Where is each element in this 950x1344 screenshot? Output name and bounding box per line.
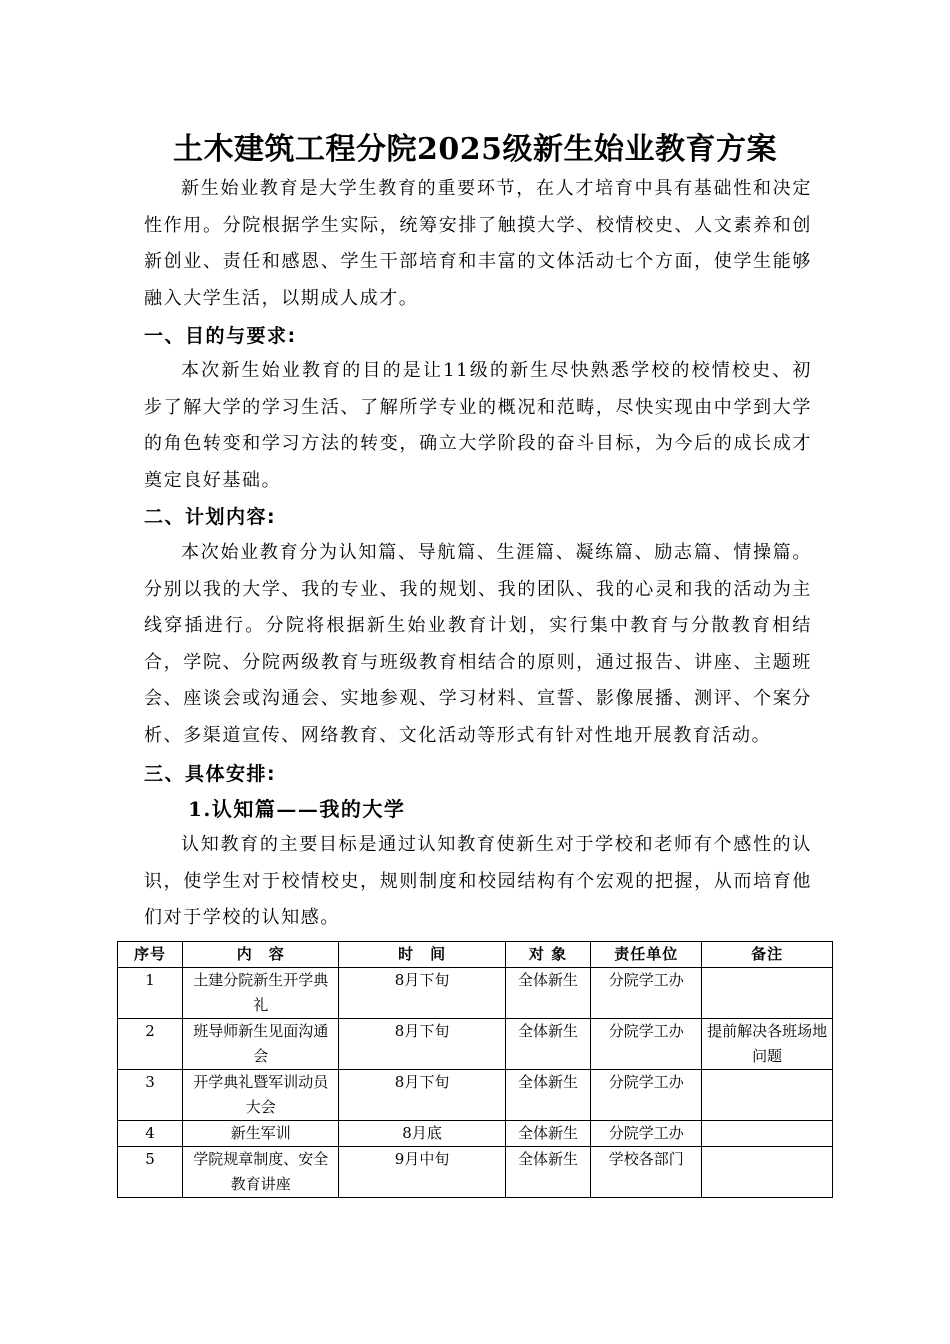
cell-notes	[702, 1070, 833, 1121]
section-schedule-block	[144, 827, 812, 937]
intro-paragraph-block	[144, 171, 812, 317]
header-responsible-unit: 责任单位	[591, 942, 702, 968]
header-time: 时 间	[339, 942, 505, 968]
cell-audience: 全体新生	[505, 1070, 591, 1121]
section-heading-schedule: 三、具体安排:	[144, 763, 277, 785]
section-goals-text: 本次新生始业教育的目的是让11级的新生尽快熟悉学校的校情校史、初步了解大学的学习生活、了解所学专业的概况和范畴，尽快实现由中学到大学的角色转变和学习方法的转变，确立大学阶段的奋斗目标，为今后的成长成才奠定良好基础。	[144, 360, 812, 491]
table-row	[118, 1121, 833, 1147]
section-plan-text: 本次始业教育分为认知篇、导航篇、生涯篇、凝练篇、励志篇、情操篇。分别以我的大学、我的专业、我的规划、我的团队、我的心灵和我的活动为主线穿插进行。分院将根据新生始业教育计划，实行集中教育与分散教育相结合，学院、分院两级教育与班级教育相结合的原则，通过报告、讲座、主题班会、座谈会或沟通会、实地参观、学习材料、宣誓、影像展播、测评、个案分析、多渠道宣传、网络教育、文化活动等形式有针对性地开展教育活动。	[144, 542, 812, 746]
cell-notes	[702, 1121, 833, 1147]
cell-index: 1	[118, 968, 183, 1019]
cell-audience: 全体新生	[505, 1147, 591, 1198]
section-plan-block	[144, 535, 812, 754]
table-row	[118, 968, 833, 1019]
header-content: 内 容	[183, 942, 339, 968]
header-audience: 对 象	[505, 942, 591, 968]
cell-index: 3	[118, 1070, 183, 1121]
section-goals-block	[144, 353, 812, 499]
cell-content: 开学典礼暨军训动员大会	[183, 1070, 339, 1121]
table-row	[118, 1070, 833, 1121]
header-index: 序号	[118, 942, 183, 968]
cell-responsible-unit: 分院学工办	[591, 1019, 702, 1070]
cell-time: 8月下旬	[339, 1019, 505, 1070]
cell-index: 4	[118, 1121, 183, 1147]
header-notes: 备注	[702, 942, 833, 968]
cell-time: 8月下旬	[339, 968, 505, 1019]
cell-time: 8月下旬	[339, 1070, 505, 1121]
cell-content: 学院规章制度、安全教育讲座	[183, 1147, 339, 1198]
cell-time: 9月中旬	[339, 1147, 505, 1198]
cell-notes: 提前解决各班场地问题	[702, 1019, 833, 1070]
cell-index: 2	[118, 1019, 183, 1070]
section-heading-plan: 二、计划内容:	[144, 506, 277, 528]
schedule-table	[117, 941, 833, 1198]
cell-content: 班导师新生见面沟通会	[183, 1019, 339, 1070]
cell-content: 土建分院新生开学典礼	[183, 968, 339, 1019]
cell-responsible-unit: 学校各部门	[591, 1147, 702, 1198]
table-row	[118, 1147, 833, 1198]
cell-time: 8月底	[339, 1121, 505, 1147]
cell-notes	[702, 1147, 833, 1198]
cell-audience: 全体新生	[505, 968, 591, 1019]
section-heading-goals: 一、目的与要求:	[144, 325, 297, 347]
cell-content: 新生军训	[183, 1121, 339, 1147]
intro-paragraph: 新生始业教育是大学生教育的重要环节，在人才培育中具有基础性和决定性作用。分院根据学生实际，统筹安排了触摸大学、校情校史、人文素养和创新创业、责任和感恩、学生干部培育和丰富的文体活动七个方面，使学生能够融入大学生活，以期成人成才。	[144, 178, 812, 309]
subsection-heading-cognition: 1.认知篇——我的大学	[188, 797, 406, 821]
cell-responsible-unit: 分院学工办	[591, 1121, 702, 1147]
cell-audience: 全体新生	[505, 1121, 591, 1147]
document-title: 土木建筑工程分院2025级新生始业教育方案	[173, 132, 777, 167]
table-row	[118, 1019, 833, 1070]
cell-responsible-unit: 分院学工办	[591, 1070, 702, 1121]
cell-responsible-unit: 分院学工办	[591, 968, 702, 1019]
table-header-row	[118, 942, 833, 968]
cell-notes	[702, 968, 833, 1019]
cell-index: 5	[118, 1147, 183, 1198]
section-schedule-text: 认知教育的主要目标是通过认知教育使新生对于学校和老师有个感性的认识，使学生对于校情校史，规则制度和校园结构有个宏观的把握，从而培育他们对于学校的认知感。	[144, 834, 812, 928]
cell-audience: 全体新生	[505, 1019, 591, 1070]
